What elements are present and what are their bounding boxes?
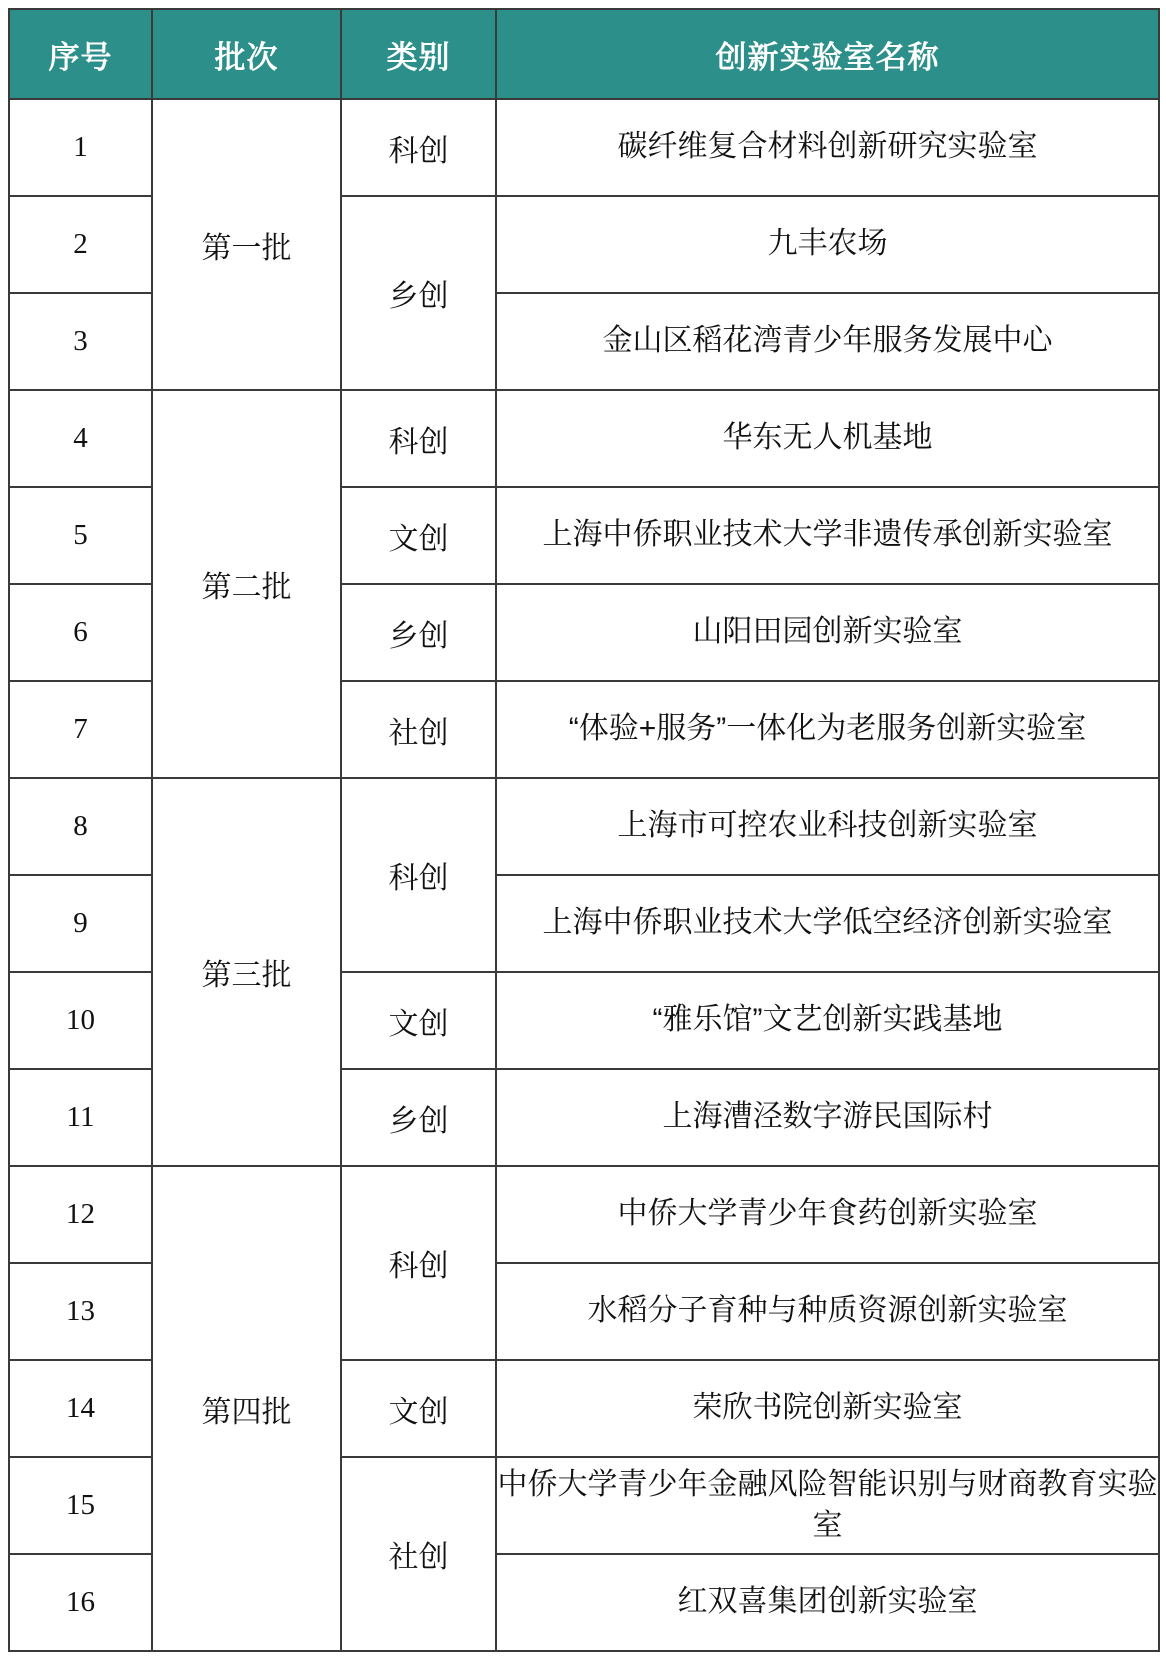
lab-name-cell: 上海中侨职业技术大学低空经济创新实验室 — [496, 875, 1159, 972]
lab-name-cell: 荣欣书院创新实验室 — [496, 1360, 1159, 1457]
row-index: 10 — [9, 972, 152, 1069]
category-cell: 乡创 — [341, 196, 496, 390]
lab-name-cell: 碳纤维复合材料创新研究实验室 — [496, 99, 1159, 196]
category-cell: 乡创 — [341, 584, 496, 681]
category-cell: 科创 — [341, 778, 496, 972]
row-index: 15 — [9, 1457, 152, 1554]
row-index: 13 — [9, 1263, 152, 1360]
header-cell-batch: 批次 — [152, 9, 341, 99]
category-cell: 文创 — [341, 1360, 496, 1457]
row-index: 1 — [9, 99, 152, 196]
lab-name-cell: 上海中侨职业技术大学非遗传承创新实验室 — [496, 487, 1159, 584]
batch-cell: 第一批 — [152, 99, 341, 390]
category-cell: 科创 — [341, 99, 496, 196]
row-index: 2 — [9, 196, 152, 293]
table-body — [9, 99, 1159, 1651]
row-index: 7 — [9, 681, 152, 778]
lab-name-cell: 红双喜集团创新实验室 — [496, 1554, 1159, 1651]
lab-name-cell: “雅乐馆”文艺创新实践基地 — [496, 972, 1159, 1069]
lab-name-cell: 金山区稻花湾青少年服务发展中心 — [496, 293, 1159, 390]
row-index: 9 — [9, 875, 152, 972]
innovation-labs-table — [8, 8, 1160, 1652]
category-cell: 社创 — [341, 681, 496, 778]
table-row — [9, 99, 1159, 196]
lab-name-cell: 山阳田园创新实验室 — [496, 584, 1159, 681]
row-index: 5 — [9, 487, 152, 584]
row-index: 12 — [9, 1166, 152, 1263]
table-row — [9, 778, 1159, 875]
category-cell: 科创 — [341, 390, 496, 487]
header-cell-category: 类别 — [341, 9, 496, 99]
category-cell: 文创 — [341, 972, 496, 1069]
lab-name-cell: 上海市可控农业科技创新实验室 — [496, 778, 1159, 875]
header-row — [9, 9, 1159, 99]
table-header — [9, 9, 1159, 99]
category-cell: 科创 — [341, 1166, 496, 1360]
lab-name-cell: 上海漕泾数字游民国际村 — [496, 1069, 1159, 1166]
table-row — [9, 390, 1159, 487]
category-cell: 文创 — [341, 487, 496, 584]
lab-name-cell: 华东无人机基地 — [496, 390, 1159, 487]
row-index: 16 — [9, 1554, 152, 1651]
category-cell: 社创 — [341, 1457, 496, 1651]
batch-cell: 第二批 — [152, 390, 341, 778]
lab-name-cell: 中侨大学青少年食药创新实验室 — [496, 1166, 1159, 1263]
table-row — [9, 1166, 1159, 1263]
row-index: 8 — [9, 778, 152, 875]
header-cell-index: 序号 — [9, 9, 152, 99]
lab-name-cell: 中侨大学青少年金融风险智能识别与财商教育实验室 — [496, 1457, 1159, 1554]
lab-name-cell: “体验+服务”一体化为老服务创新实验室 — [496, 681, 1159, 778]
header-cell-name: 创新实验室名称 — [496, 9, 1159, 99]
lab-name-cell: 九丰农场 — [496, 196, 1159, 293]
row-index: 6 — [9, 584, 152, 681]
lab-name-cell: 水稻分子育种与种质资源创新实验室 — [496, 1263, 1159, 1360]
row-index: 4 — [9, 390, 152, 487]
row-index: 11 — [9, 1069, 152, 1166]
row-index: 3 — [9, 293, 152, 390]
row-index: 14 — [9, 1360, 152, 1457]
category-cell: 乡创 — [341, 1069, 496, 1166]
batch-cell: 第四批 — [152, 1166, 341, 1651]
batch-cell: 第三批 — [152, 778, 341, 1166]
